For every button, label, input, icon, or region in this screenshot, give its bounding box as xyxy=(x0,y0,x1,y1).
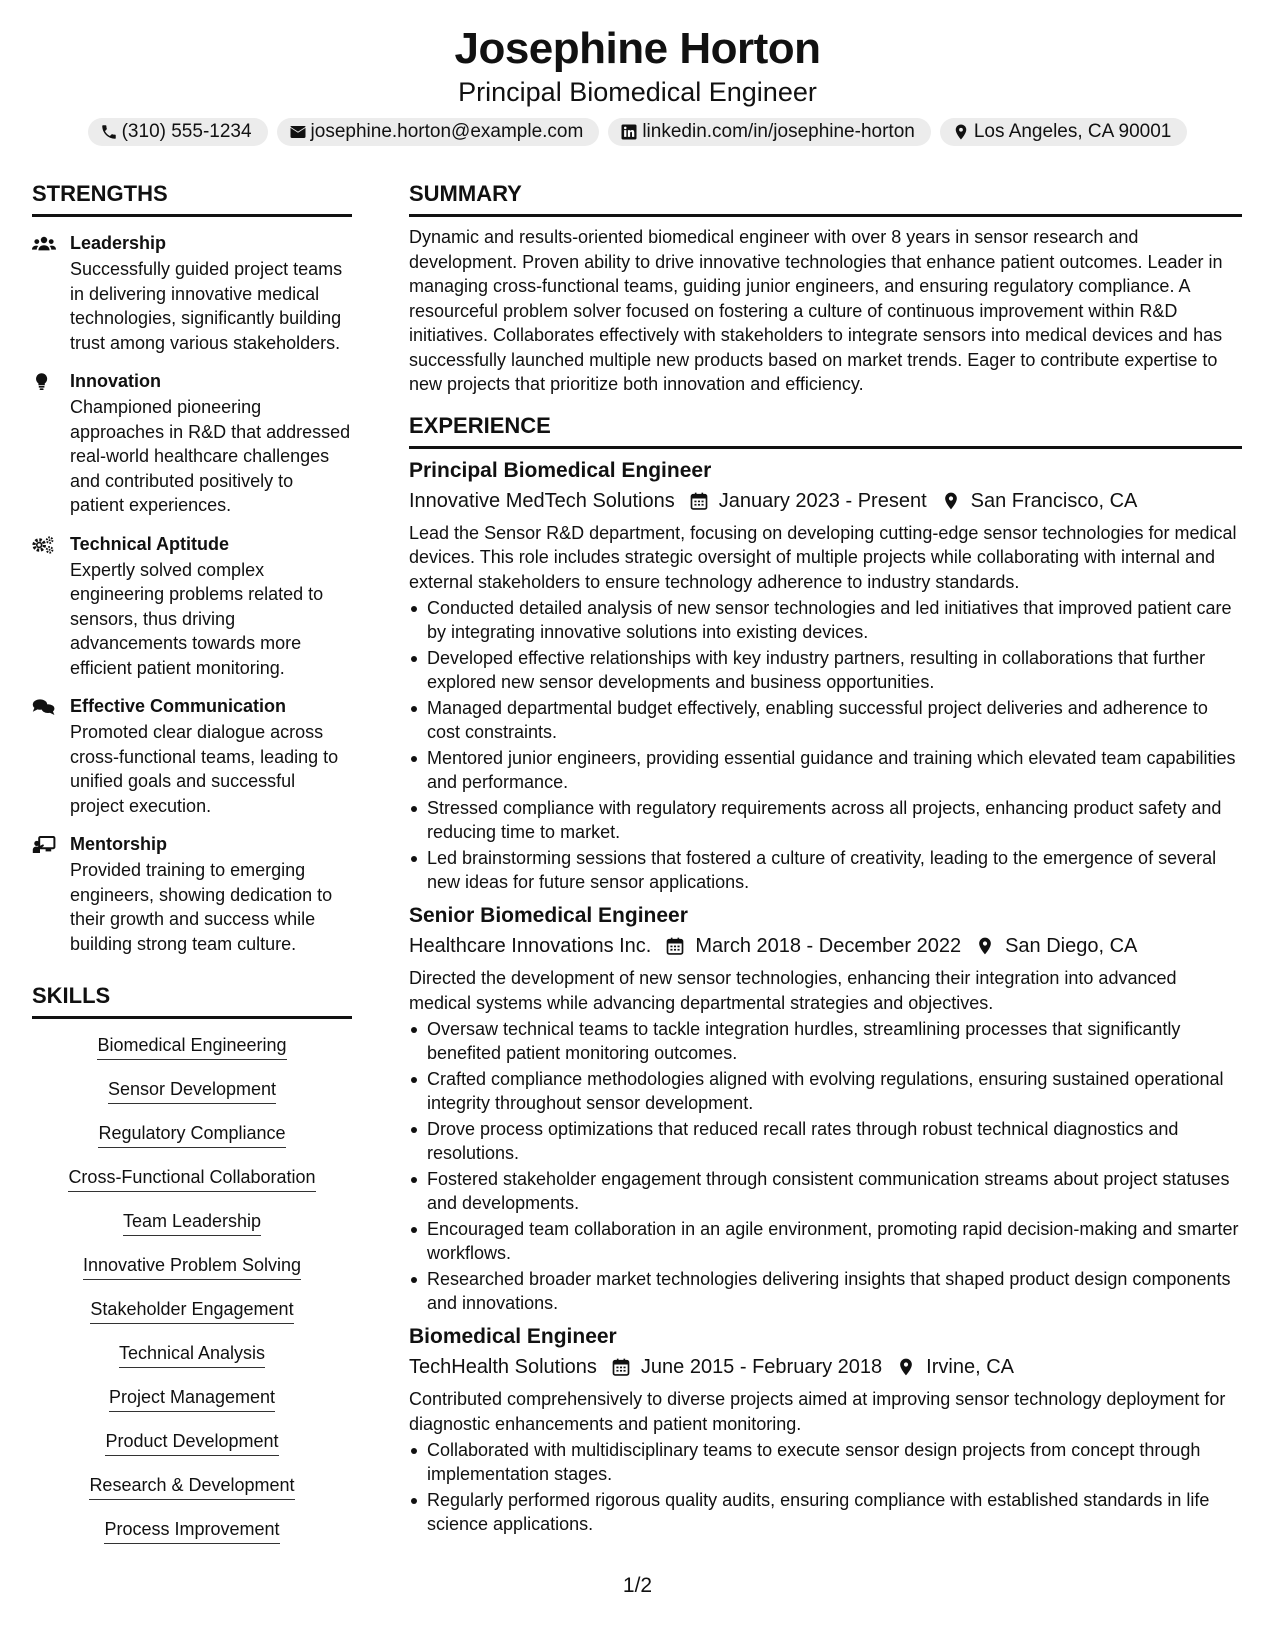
job-bullets xyxy=(409,596,1242,894)
email-text: josephine.horton@example.com xyxy=(310,121,584,142)
bullet-item: Fostered stakeholder engagement through consistent communication streams about project statuses and developments. xyxy=(409,1167,1242,1215)
skills-heading: SKILLS xyxy=(32,982,352,1019)
job-bullets xyxy=(409,1017,1242,1315)
chalkboard-teacher-icon xyxy=(32,832,70,956)
job-entry xyxy=(409,902,1242,1315)
bullet-item: Regularly performed rigorous quality audits, ensuring compliance with established standards in life science applications. xyxy=(409,1488,1242,1536)
strength-desc: Championed pioneering approaches in R&D that addressed real-world healthcare challenges and contributed positively to patient experiences. xyxy=(70,397,351,515)
page-number xyxy=(0,1574,1275,1598)
calendar-icon xyxy=(611,1357,641,1377)
strength-item xyxy=(32,532,352,681)
contact-phone[interactable] xyxy=(88,118,268,146)
bullet-item: Researched broader market technologies delivering insights that shaped product design components and innovations. xyxy=(409,1267,1242,1315)
strength-item xyxy=(32,369,352,518)
strength-desc: Promoted clear dialogue across cross-functional teams, leading to unified goals and successful project execution. xyxy=(70,722,339,816)
summary-text: Dynamic and results-oriented biomedical engineer with over 8 years in sensor research and development. Proven ability to drive innovative technologies that enhance patient outcomes. Leader in managing cross-functional teams, guiding junior engineers, and ensuring regulatory compliance. A resourceful problem solver focused on fostering a culture of continuous improvement within R&D initiatives. Collaborates effectively with stakeholders to integrate sensors into medical devices and has successfully launched multiple new products based on market trends. Eager to contribute expertise to new projects that prioritize both innovation and efficiency. xyxy=(409,227,1223,394)
skill-item: Stakeholder Engagement xyxy=(90,1297,293,1324)
skill-item: Technical Analysis xyxy=(119,1341,265,1368)
bullet-item: Drove process optimizations that reduced recall rates through robust technical diagnostics and resolutions. xyxy=(409,1117,1242,1165)
job-title: Biomedical Engineer xyxy=(409,1325,617,1348)
job-location: Irvine, CA xyxy=(926,1356,1014,1378)
job-meta xyxy=(409,932,1242,960)
bullet-item: Mentored junior engineers, providing essential guidance and training which elevated team capabilities and performance. xyxy=(409,746,1242,794)
strengths-heading: STRENGTHS xyxy=(32,180,352,217)
skill-item: Product Development xyxy=(105,1429,278,1456)
lightbulb-icon xyxy=(32,369,70,518)
contact-linkedin[interactable] xyxy=(608,118,931,146)
linkedin-icon xyxy=(620,123,638,141)
company-name: Healthcare Innovations Inc. xyxy=(409,935,652,957)
location-text: Los Angeles, CA 90001 xyxy=(973,121,1172,142)
job-dates: January 2023 - Present xyxy=(718,489,927,512)
company-name: TechHealth Solutions xyxy=(409,1356,597,1378)
bullet-item: Oversaw technical teams to tackle integration hurdles, streamlining processes that significantly benefited patient monitoring outcomes. xyxy=(409,1017,1242,1065)
job-title: Senior Biomedical Engineer xyxy=(409,904,688,927)
linkedin-text: linkedin.com/in/josephine-horton xyxy=(642,121,915,142)
strength-name: Technical Aptitude xyxy=(70,533,230,554)
envelope-icon xyxy=(289,123,307,141)
strength-item xyxy=(32,832,352,956)
candidate-name: Josephine Horton xyxy=(454,24,821,73)
skill-item: Innovative Problem Solving xyxy=(83,1253,301,1280)
job-entry xyxy=(409,457,1242,895)
strength-desc: Successfully guided project teams in delivering innovative medical technologies, significantly building trust among various stakeholders. xyxy=(70,259,343,353)
location-pin-icon xyxy=(975,936,1005,956)
strength-name: Mentorship xyxy=(70,834,167,854)
job-dates: June 2015 - February 2018 xyxy=(640,1356,883,1378)
job-location: San Diego, CA xyxy=(1005,935,1138,957)
experience-heading: EXPERIENCE xyxy=(409,412,1242,449)
skill-item: Project Management xyxy=(109,1385,275,1412)
location-pin-icon xyxy=(952,123,970,141)
bullet-item: Managed departmental budget effectively, enabling successful project deliveries and adherence to cost constraints. xyxy=(409,696,1242,744)
summary-heading: SUMMARY xyxy=(409,180,1242,217)
candidate-title: Principal Biomedical Engineer xyxy=(458,77,817,107)
strength-item xyxy=(32,231,352,355)
location-pin-icon xyxy=(941,491,971,511)
bullet-item: Crafted compliance methodologies aligned with evolving regulations, ensuring sustained operational integrity throughout sensor development. xyxy=(409,1067,1242,1115)
skill-item: Research & Development xyxy=(89,1473,294,1500)
job-description: Lead the Sensor R&D department, focusing on developing cutting-edge sensor technologies for medical devices. This role includes strategic oversight of multiple projects while collaborating with internal and external stakeholders to ensure technology adherence to industry standards. xyxy=(409,522,1237,592)
calendar-icon xyxy=(665,936,695,956)
bullet-item: Encouraged team collaboration in an agile environment, promoting rapid decision-making and smarter workflows. xyxy=(409,1217,1242,1265)
skill-item: Biomedical Engineering xyxy=(97,1033,286,1060)
strength-item xyxy=(32,694,352,818)
job-description: Contributed comprehensively to diverse projects aimed at improving sensor technology deployment for diagnostic enhancements and patient monitoring. xyxy=(409,1389,1226,1434)
cogs-icon xyxy=(32,532,70,681)
job-bullets xyxy=(409,1438,1242,1536)
strength-desc: Expertly solved complex engineering problems related to sensors, thus driving advancements towards more efficient patient monitoring. xyxy=(70,559,324,678)
strength-name: Leadership xyxy=(70,233,167,253)
bullet-item: Collaborated with multidisciplinary teams to execute sensor design projects from concept through implementation stages. xyxy=(409,1438,1242,1486)
strength-name: Innovation xyxy=(70,371,161,391)
contact-email[interactable] xyxy=(277,118,600,146)
users-icon xyxy=(32,231,70,355)
skill-item: Team Leadership xyxy=(123,1209,261,1236)
chat-bubbles-icon xyxy=(32,694,70,818)
page-number-text: 1/2 xyxy=(622,1574,653,1597)
skill-item: Regulatory Compliance xyxy=(98,1121,285,1148)
strength-name: Effective Communication xyxy=(70,696,287,716)
bullet-item: Conducted detailed analysis of new sensor technologies and led initiatives that improved patient care by integrating innovative solutions into existing devices. xyxy=(409,596,1242,644)
contact-location xyxy=(940,118,1188,146)
left-column xyxy=(32,180,352,1561)
job-location: San Francisco, CA xyxy=(970,489,1138,512)
resume-header xyxy=(0,0,1275,146)
company-name: Innovative MedTech Solutions xyxy=(409,489,675,512)
skills-list xyxy=(32,1019,352,1561)
phone-text: (310) 555-1234 xyxy=(121,121,252,142)
job-entry xyxy=(409,1323,1242,1536)
job-description: Directed the development of new sensor technologies, enhancing their integration into advanced medical systems while advancing departmental strategies and objectives. xyxy=(409,968,1177,1013)
job-dates: March 2018 - December 2022 xyxy=(695,935,962,957)
job-title: Principal Biomedical Engineer xyxy=(409,458,712,482)
skill-item: Sensor Development xyxy=(108,1077,276,1104)
job-meta xyxy=(409,487,1242,515)
calendar-icon xyxy=(689,491,719,511)
location-pin-icon xyxy=(896,1357,926,1377)
skill-item: Process Improvement xyxy=(104,1517,279,1544)
contact-bar xyxy=(0,118,1275,146)
strength-desc: Provided training to emerging engineers, showing dedication to their growth and success while building strong team culture. xyxy=(70,860,333,954)
bullet-item: Stressed compliance with regulatory requirements across all projects, enhancing product safety and reducing time to market. xyxy=(409,796,1242,844)
phone-icon xyxy=(100,123,118,141)
skill-item: Cross-Functional Collaboration xyxy=(68,1165,315,1192)
bullet-item: Led brainstorming sessions that fostered a culture of creativity, leading to the emergence of several new ideas for future sensor applications. xyxy=(409,846,1242,894)
job-meta xyxy=(409,1353,1242,1381)
bullet-item: Developed effective relationships with key industry partners, resulting in collaborations that further explored new sensor developments and business opportunities. xyxy=(409,646,1242,694)
right-column xyxy=(409,180,1242,1538)
